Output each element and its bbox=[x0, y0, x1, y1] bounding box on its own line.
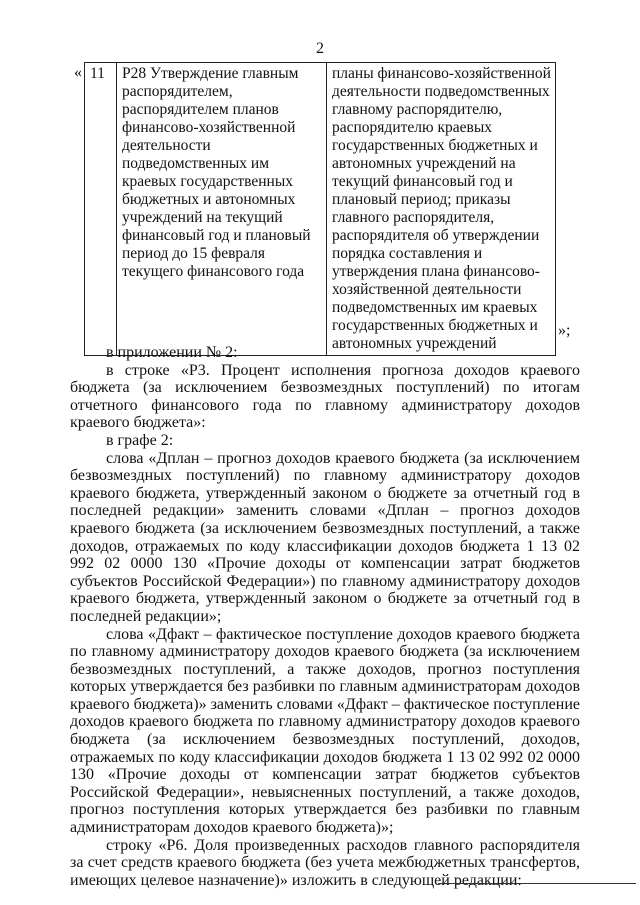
amendment-table bbox=[84, 62, 556, 356]
table-row bbox=[85, 63, 556, 356]
page-number: 2 bbox=[316, 40, 324, 57]
paragraph-row-r3: в строке «Р3. Процент исполнения прогноза доходов краевого бюджета (за исключением безвозмездных поступлений) по итогам отчетного финансового года по главному администратору доходов краевого бюджета»: bbox=[70, 361, 580, 432]
closing-quote: »; bbox=[558, 322, 571, 339]
paragraph-dfakt: слова «Дфакт – фактическое поступление доходов краевого бюджета по главному администратору доходов краевого бюджета (за исключением безвозмездных поступлений, а также доходов, прогноз поступления которых утверждается без разбивки по главным администраторам доходов краевого бюджета)» заменить словами «Дфакт – фактическое поступление доходов краевого бюджета по главному администратору доходов краевого бюджета (за исключением безвозмездных поступлений, доходов, отражаемых по коду классификации доходов бюджета 1 13 02 992 02 0000 130 «Прочие доходы от компенсации затрат бюджетов субъектов Российской Федерации», невыясненных поступлений, а также доходов, прогноз поступления которых утверждается без разбивки по главным администраторам доходов краевого бюджета)»; bbox=[70, 625, 580, 837]
row-number-cell: 11 bbox=[85, 63, 117, 356]
indicator-name-cell: Р28 Утверждение главным распорядителем, распорядителем планов финансово-хозяйственной деятельности подведомственных им краевых государственных бюджетных и автономных учреждений на текущий финансовый год и плановый период до 15 февраля текущего финансового года bbox=[117, 63, 327, 356]
paragraph-row-r6: строку «Р6. Доля произведенных расходов главного распорядителя за счет средств краевого бюджета (без учета межбюджетных трансфертов, имеющих целевое назначение)» изложить в следующей редакции: bbox=[70, 836, 580, 889]
source-documents-cell: планы финансово-хозяйственной деятельности подведомственных главному распорядителю, распорядителю краевых государственных бюджетных и автономных учреждений на текущий финансовый год и плановый период; приказы главного распорядителя, распорядителя об утверждении порядка составления и утверждения плана финансово-хозяйственной деятельности подведомственных им краевых государственных бюджетных и автономных учреждений bbox=[327, 63, 556, 356]
document-body bbox=[70, 344, 580, 889]
paragraph-dplan: слова «Дплан – прогноз доходов краевого бюджета (за исключением безвозмездных поступлений) по главному администратору доходов краевого бюджета, утвержденный законом о бюджете за отчетный год в последней редакции» заменить словами «Дплан – прогноз доходов краевого бюджета (за исключением безвозмездных поступлений, а также доходов, отражаемых по коду классификации доходов бюджета 1 13 02 992 02 0000 130 «Прочие доходы от компенсации затрат бюджетов субъектов Российской Федерации») по главному администратору доходов краевого бюджета, утвержденный законом о бюджете за отчетный год в последней редакции»; bbox=[70, 449, 580, 625]
footer-rule bbox=[438, 883, 636, 884]
paragraph-column-2: в графе 2: bbox=[106, 431, 174, 449]
paragraph-appendix-2: в приложении № 2: bbox=[106, 344, 238, 361]
opening-quote: « bbox=[74, 64, 82, 81]
